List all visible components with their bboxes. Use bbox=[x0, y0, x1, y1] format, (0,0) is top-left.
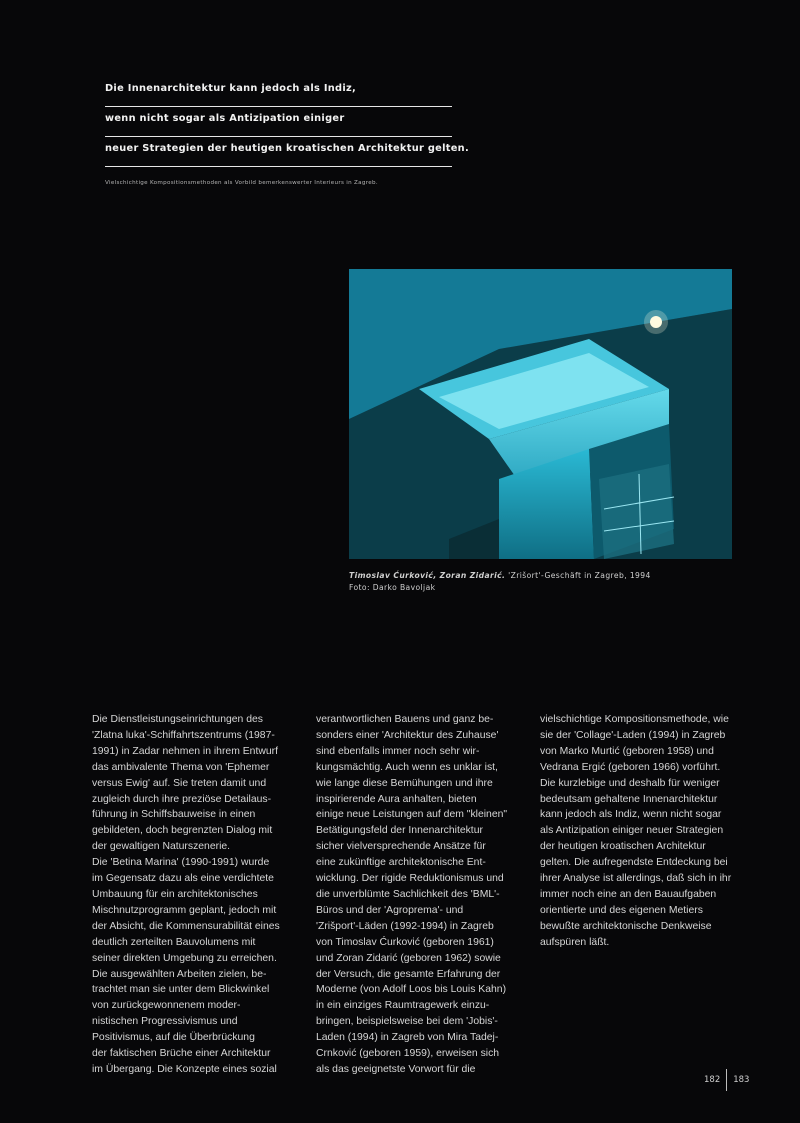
body-line: sind ebenfalls immer noch sehr wir- bbox=[316, 745, 480, 757]
body-line: und Zoran Zidarić (geboren 1962) sowie bbox=[316, 952, 501, 964]
body-line: der faktischen Brüche einer Architektur bbox=[92, 1048, 271, 1060]
caption-title: 'Zrišort'-Geschäft in Zagreb, 1994 bbox=[505, 571, 651, 580]
body-line: von zurückgewonnenem moder- bbox=[92, 1000, 241, 1012]
text-column-1 bbox=[92, 712, 282, 1078]
body-line: Die 'Betina Marina' (1990-1991) wurde bbox=[92, 857, 270, 869]
body-line: inspirierende Aura anhalten, bieten bbox=[316, 793, 477, 805]
body-line: versus Ewig' auf. Sie treten damit und bbox=[92, 777, 267, 789]
body-line: Umbauung für ein architektonisches bbox=[92, 888, 258, 900]
body-line: Crnković (geboren 1959), erweisen sich bbox=[316, 1048, 500, 1060]
body-line: seiner direkten Umgebung zu erreichen. bbox=[92, 952, 277, 964]
body-line: 'Zlatna luka'-Schiffahrtszentrums (1987- bbox=[92, 729, 275, 741]
body-line: Vedrana Ergić (geboren 1966) vorführt. bbox=[540, 761, 721, 773]
body-line: zugleich durch ihre preziöse Detailaus- bbox=[92, 793, 272, 805]
body-line: der heutigen kroatischen Architektur bbox=[540, 841, 706, 853]
pull-quote-line: neuer Strategien der heutigen kroatischen Architektur gelten. bbox=[105, 142, 452, 167]
body-line: im Übergang. Die Konzepte eines sozial bbox=[92, 1063, 277, 1075]
body-line: von Timoslav Ćurković (geboren 1961) bbox=[316, 936, 494, 948]
body-line: kann jedoch als Indiz, wenn nicht sogar bbox=[540, 809, 722, 821]
body-line: vielschichtige Kompositionsmethode, wie bbox=[540, 714, 729, 725]
body-line: orientierte und des eigenen Metiers bbox=[540, 904, 703, 916]
page-divider bbox=[726, 1069, 727, 1091]
body-line: Die kurzlebige und deshalb für weniger bbox=[540, 777, 720, 789]
body-line: Moderne (von Adolf Loos bis Louis Kahn) bbox=[316, 984, 507, 996]
page-numbers bbox=[704, 1069, 749, 1091]
body-line: deutlich zerteilten Bauvolumens mit bbox=[92, 936, 256, 948]
page-number-right: 183 bbox=[733, 1075, 750, 1085]
body-line: bedeutsam gehaltene Innenarchitektur bbox=[540, 793, 718, 805]
body-line: im Gegensatz dazu als eine verdichtete bbox=[92, 873, 274, 885]
body-line: der gewaltigen Naturszenerie. bbox=[92, 841, 231, 853]
body-line: Positivismus, auf die Überbrückung bbox=[92, 1032, 255, 1044]
body-line: bewußte architektonische Denkweise bbox=[540, 920, 712, 932]
body-line: immer noch eine an den Bauaufgaben bbox=[540, 888, 717, 900]
caption-line bbox=[349, 570, 651, 582]
pull-quote-line: wenn nicht sogar als Antizipation einiger bbox=[105, 112, 452, 137]
body-line: wie lange diese Bemühungen und ihre bbox=[316, 777, 493, 789]
body-line: einige neue Leistungen auf dem "kleinen" bbox=[316, 809, 508, 821]
architecture-photo bbox=[349, 269, 732, 559]
body-line: aufspüren läßt. bbox=[540, 936, 610, 948]
body-line: trachtet man sie unter dem Blickwinkel bbox=[92, 984, 270, 996]
photo-credit: Foto: Darko Bavoljak bbox=[349, 583, 436, 592]
body-line: die unverblümte Sachlichkeit des 'BML'- bbox=[316, 888, 500, 900]
body-line: kungsmächtig. Auch wenn es unklar ist, bbox=[316, 761, 498, 773]
body-line: sonders einer 'Architektur des Zuhause' bbox=[316, 729, 499, 741]
pull-quote bbox=[105, 82, 469, 172]
body-line: Büros und der 'Agroprema'- und bbox=[316, 904, 464, 916]
body-line: der Versuch, die gesamte Erfahrung der bbox=[316, 968, 501, 980]
body-line: von Marko Murtić (geboren 1958) und bbox=[540, 745, 714, 757]
body-line: nistischen Progressivismus und bbox=[92, 1016, 238, 1028]
body-line: sie der 'Collage'-Laden (1994) in Zagreb bbox=[540, 729, 726, 741]
body-line: bringen, beispielsweise bei dem 'Jobis'- bbox=[316, 1016, 498, 1028]
body-line: führung in Schiffsbauweise in einen bbox=[92, 809, 256, 821]
page-number-left: 182 bbox=[704, 1075, 721, 1085]
body-line: wicklung. Der rigide Reduktionismus und bbox=[316, 873, 504, 885]
body-line: 1991) in Zadar nehmen in ihrem Entwurf bbox=[92, 745, 278, 757]
subtitle: Vielschichtige Kompositionsmethoden als Vorbild bemerkenswerter Interieurs in Zagreb. bbox=[105, 180, 378, 186]
body-line: 'Zrišport'-Läden (1992-1994) in Zagreb bbox=[316, 920, 494, 932]
text-column-2 bbox=[316, 712, 506, 1078]
body-line: als Antizipation einiger neuer Strategien bbox=[540, 825, 724, 837]
body-line: gebildeten, doch begrenzten Dialog mit bbox=[92, 825, 273, 837]
caption-authors: Timoslav Ćurković, Zoran Zidarić. bbox=[349, 571, 506, 580]
body-line: eine zukünftige architektonische Ent- bbox=[316, 857, 486, 869]
body-line: Die ausgewählten Arbeiten zielen, be- bbox=[92, 968, 267, 980]
pull-quote-line: Die Innenarchitektur kann jedoch als Indiz, bbox=[105, 82, 452, 107]
photo-caption bbox=[349, 570, 651, 594]
text-column-3 bbox=[540, 712, 730, 951]
body-line: Mischnutzprogramm geplant, jedoch mit bbox=[92, 904, 277, 916]
body-line: in ein einziges Raumtragewerk einzu- bbox=[316, 1000, 490, 1012]
body-line: das ambivalente Thema von 'Ephemer bbox=[92, 761, 270, 773]
body-line: gelten. Die aufregendste Entdeckung bei bbox=[540, 857, 728, 869]
body-line: Betätigungsfeld der Innenarchitektur bbox=[316, 825, 483, 837]
body-line: Laden (1994) in Zagreb von Mira Tadej- bbox=[316, 1032, 499, 1044]
photo-illustration bbox=[349, 269, 732, 559]
body-line: der Absicht, die Kommensurabilität eines bbox=[92, 920, 280, 932]
body-line: sicher vielversprechende Ansätze für bbox=[316, 841, 486, 853]
body-line: als das geeignetste Vorwort für die bbox=[316, 1063, 476, 1075]
body-line: Die Dienstleistungseinrichtungen des bbox=[92, 714, 263, 725]
body-line: ihrer Analyse ist allerdings, daß sich in ihr bbox=[540, 873, 732, 885]
body-line: verantwortlichen Bauens und ganz be- bbox=[316, 714, 494, 725]
